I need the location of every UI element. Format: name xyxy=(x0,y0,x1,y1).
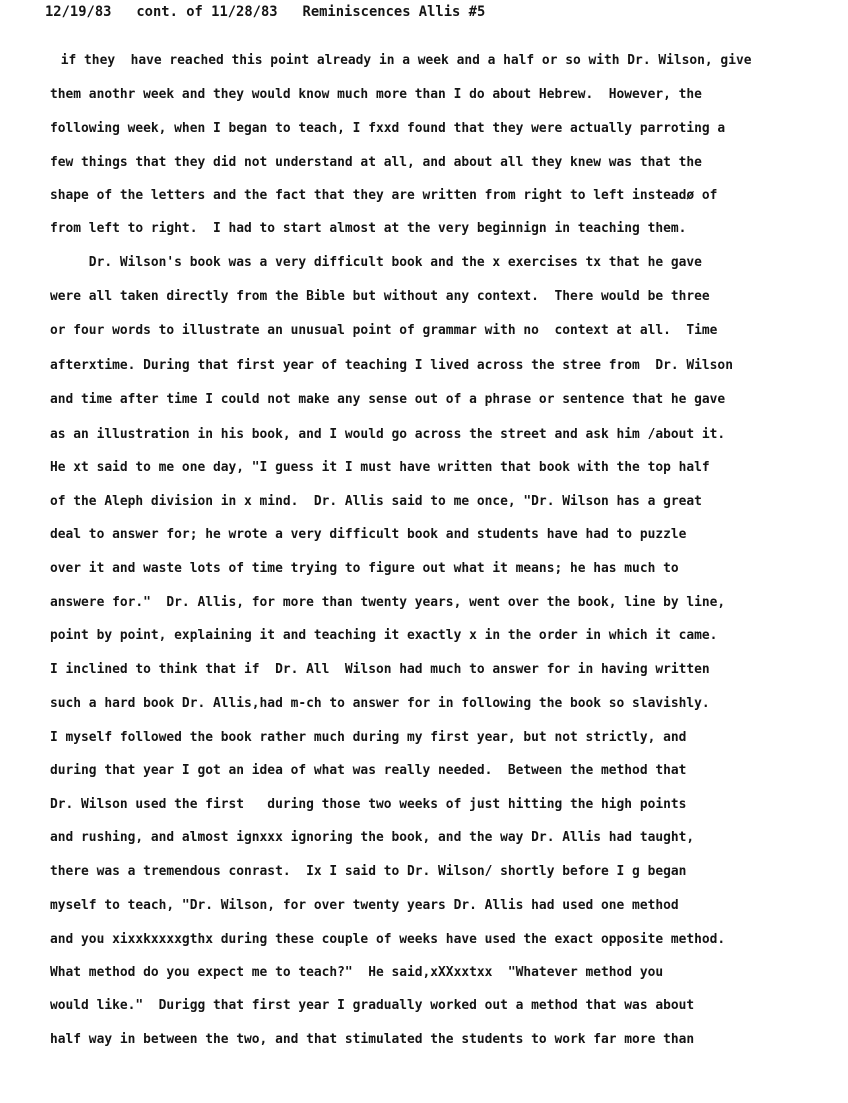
header-continuation: cont. of 11/28/83 xyxy=(136,4,278,20)
header-number: #5 xyxy=(468,4,486,20)
text-line: point by point, explaining it and teaching it exactly x in the order in which it came. xyxy=(50,628,718,643)
text-line: half way in between the two, and that stimulated the students to work far more than xyxy=(50,1032,695,1047)
text-line: deal to answer for; he wrote a very difficult book and students have had to puzzle xyxy=(50,527,687,542)
text-line: few things that they did not understand at all, and about all they knew was that the xyxy=(50,155,702,170)
text-line: myself to teach, "Dr. Wilson, for over twenty years Dr. Allis had used one method xyxy=(50,898,679,913)
text-line: He xt said to me one day, "I guess it I must have written that book with the top half xyxy=(50,460,710,475)
text-line: shape of the letters and the fact that they are written from right to left insteadø of xyxy=(50,188,718,203)
text-line: I inclined to think that if Dr. All Wilson had much to answer for in having written xyxy=(50,662,710,677)
text-line: Dr. Wilson's book was a very difficult book and the x exercises tx that he gave xyxy=(50,255,702,270)
text-line: and time after time I could not make any sense out of a phrase or sentence that he gave xyxy=(50,392,726,407)
text-line: if they have reached this point already in a week and a half or so with Dr. Wilson, give xyxy=(53,53,752,68)
text-line: and rushing, and almost ignxxx ignoring the book, and the way Dr. Allis had taught, xyxy=(50,830,695,845)
text-line: during that year I got an idea of what was really needed. Between the method that xyxy=(50,763,687,778)
text-line: I myself followed the book rather much during my first year, but not strictly, and xyxy=(50,730,687,745)
text-line: answere for." Dr. Allis, for more than twenty years, went over the book, line by line, xyxy=(50,595,726,610)
header-date: 12/19/83 xyxy=(45,4,112,20)
text-line: would like." Durigg that first year I gradually worked out a method that was about xyxy=(50,998,695,1013)
page-header xyxy=(45,4,485,20)
text-line: Dr. Wilson used the first during those two weeks of just hitting the high points xyxy=(50,797,687,812)
text-line: afterxtime. During that first year of teaching I lived across the stree from Dr. Wilson xyxy=(50,358,733,373)
text-line: of the Aleph division in x mind. Dr. Allis said to me once, "Dr. Wilson has a great xyxy=(50,494,702,509)
text-line: or four words to illustrate an unusual point of grammar with no context at all. Time xyxy=(50,323,726,338)
text-line: were all taken directly from the Bible but without any context. There would be three xyxy=(50,289,710,304)
text-line: as an illustration in his book, and I would go across the street and ask him /about it. xyxy=(50,427,726,442)
text-line: there was a tremendous conrast. Ix I said to Dr. Wilson/ shortly before I g began xyxy=(50,864,687,879)
text-line: and you xixxkxxxxgthx during these couple of weeks have used the exact opposite method. xyxy=(50,932,726,947)
header-title: Reminiscences Allis xyxy=(302,4,461,20)
text-line: following week, when I began to teach, I fxxd found that they were actually parroting a xyxy=(50,121,726,136)
text-line: over it and waste lots of time trying to figure out what it means; he has much to xyxy=(50,561,679,576)
text-line: What method do you expect me to teach?" He said,xXXxxtxx "Whatever method you xyxy=(50,965,664,980)
text-line: such a hard book Dr. Allis,had m-ch to answer for in following the book so slavishly. xyxy=(50,696,710,711)
text-line: from left to right. I had to start almost at the very beginnign in teaching them. xyxy=(50,221,687,236)
text-line: them anothr week and they would know much more than I do about Hebrew. However, the xyxy=(50,87,702,102)
